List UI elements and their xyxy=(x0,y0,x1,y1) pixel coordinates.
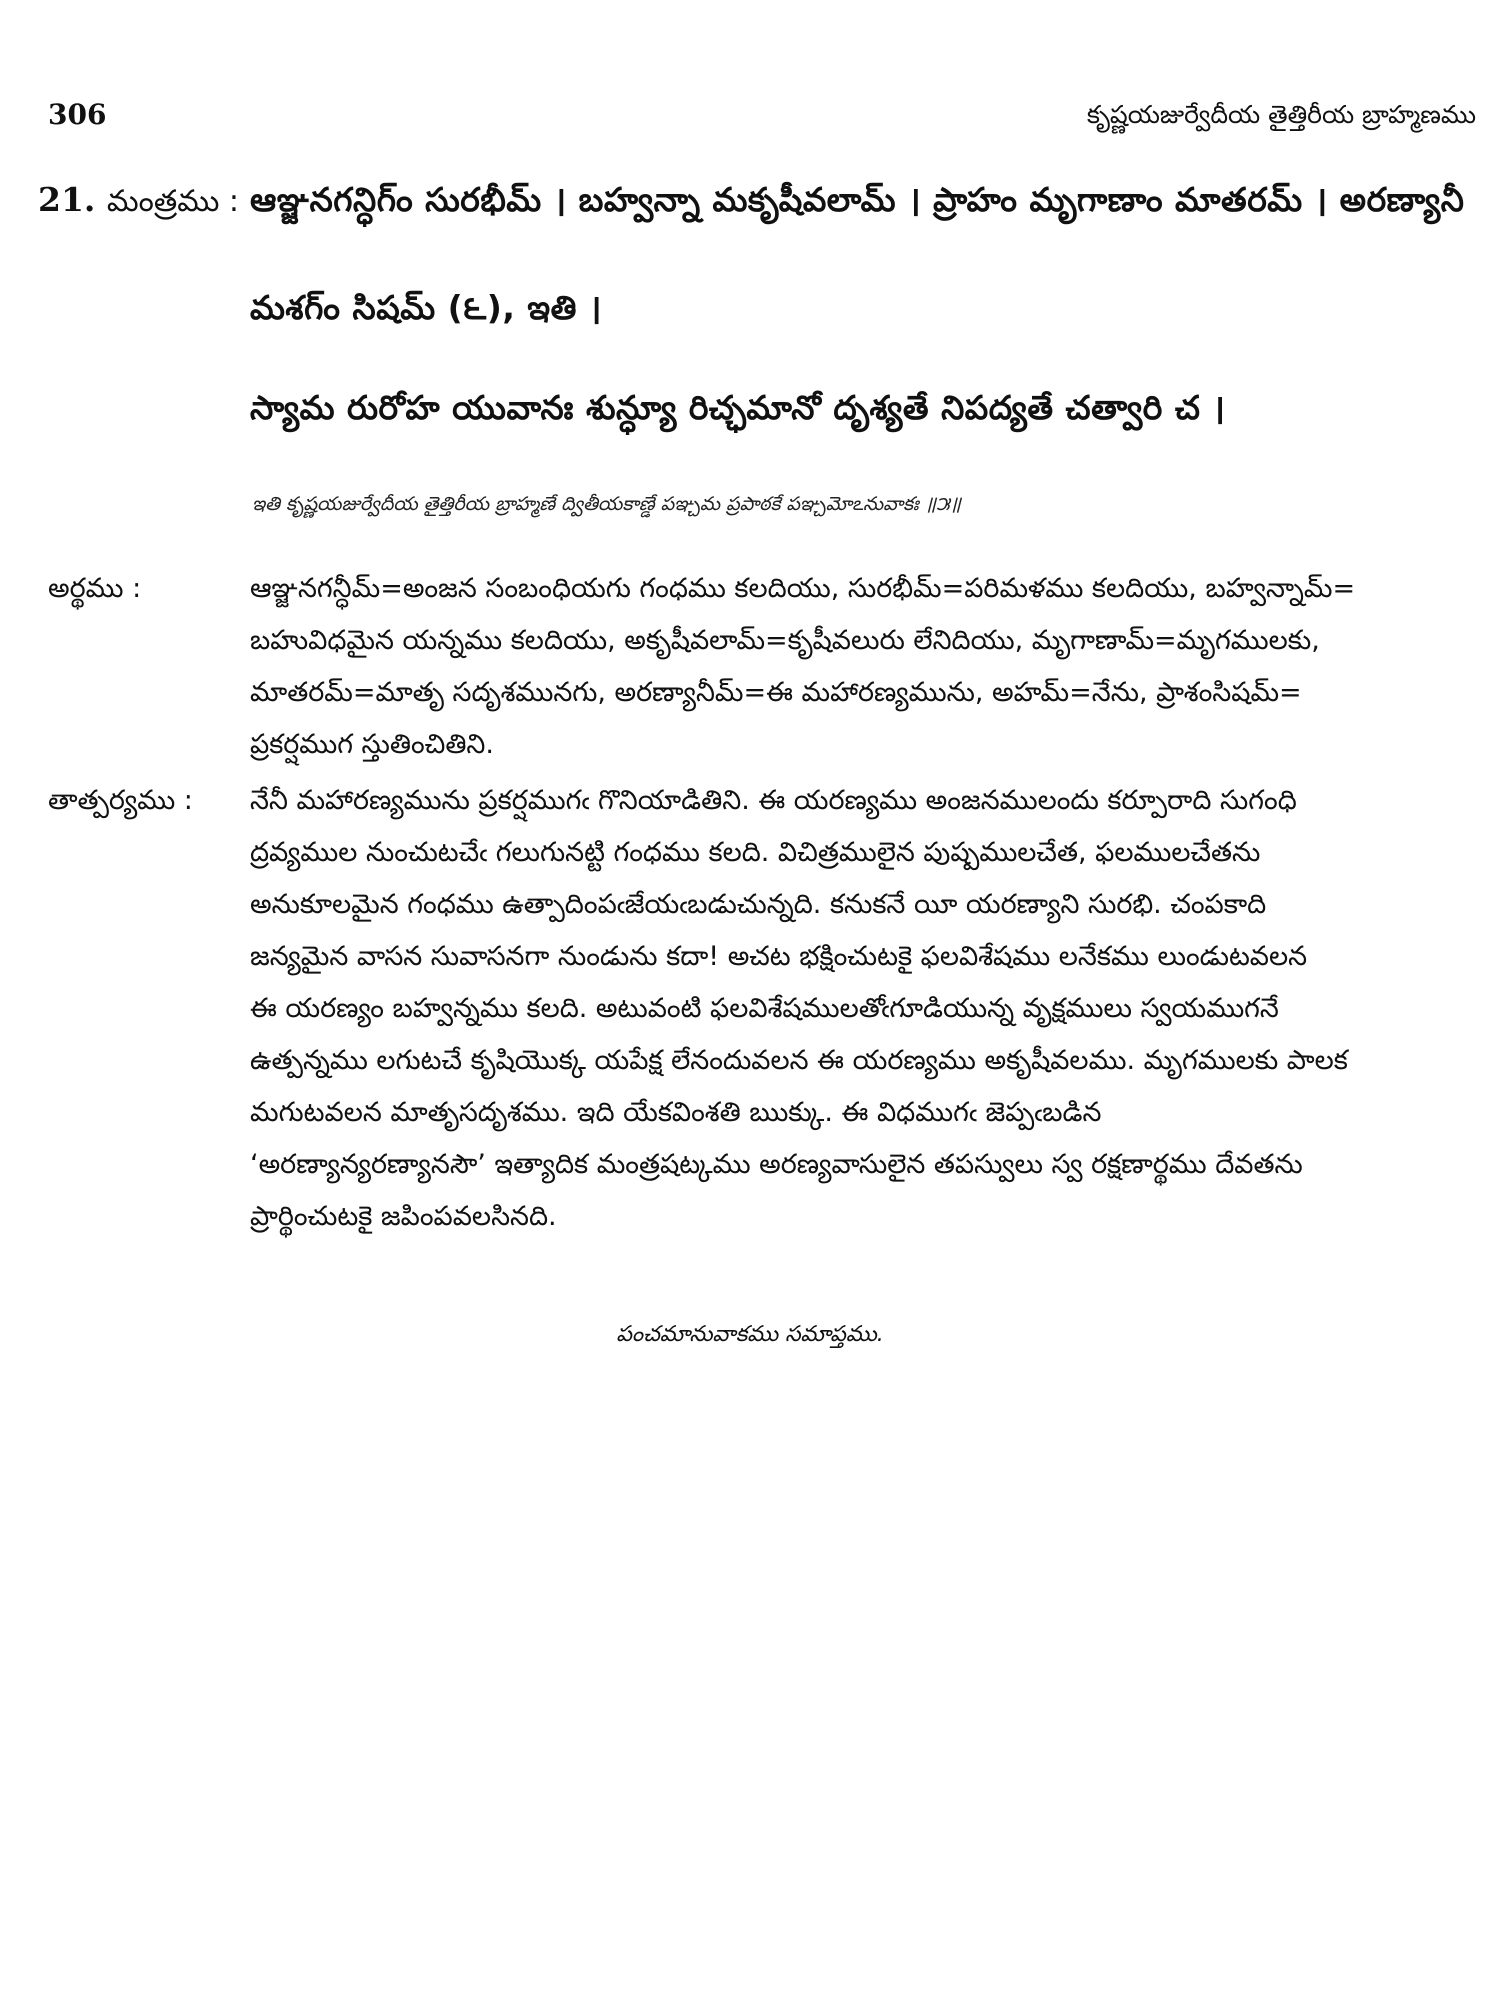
meaning-line: బహువిధమైన యన్నము కలదియు, అకృషీవలామ్=కృషీవలురు లేనిదియు, మృగాణామ్=మృగములకు, xyxy=(250,625,1320,656)
gist-line: ఈ యరణ్యం బహ్వన్నము కలది. అటువంటి ఫలవిశేషములతోఁగూడియున్న వృక్షములు స్వయముగనే xyxy=(250,993,1279,1024)
mantra-number-value: 21. xyxy=(38,180,96,219)
gist-line: జన్యమైన వాసన సువాసనగా నుండును కదా! అచట భక్షించుటకై ఫలవిశేషము లనేకము లుండుటవలన xyxy=(250,941,1308,972)
gist-text xyxy=(250,775,1470,1243)
meaning-text xyxy=(250,563,1470,771)
gist-line: ద్రవ్యముల నుంచుటచేఁ గలుగునట్టి గంధము కలది. విచిత్రములైన పుష్పములచేత, ఫలములచేతను xyxy=(250,837,1261,868)
meaning-line: ఆఞ్జనగన్ధీమ్=అంజన సంబంధియగు గంధము కలదియు, సురభీమ్=పరిమళము కలదియు, బహ్వన్నామ్= xyxy=(250,573,1356,604)
mantra-line-3: స్యామ రురోహ యువానః శున్ధ్యూ రిచ్ఛమానో దృశ్యతే నిపద్యతే చత్వారి చ । xyxy=(250,388,1226,427)
anuvaka-colophon: ఇతి కృష్ణయజుర్వేదీయ తైత్తిరీయ బ్రాహ్మణే ద్వితీయకాణ్డే పఞ్చమ ప్రపాఠకే పఞ్చమోఽనువాకః ॥౫॥ xyxy=(252,493,961,515)
mantra-line-2: మశగ్ం సిషమ్ (౬), ఇతి । xyxy=(250,288,602,327)
gist-line: ప్రార్థించుటకై జపింపవలసినది. xyxy=(250,1201,557,1232)
mantra-label: మంత్రము : xyxy=(106,184,239,219)
gist-line: అనుకూలమైన గంధము ఉత్పాదింపఁజేయఁబడుచున్నది. కనుకనే యీ యరణ్యాని సురభి. చంపకాది xyxy=(250,889,1267,920)
meaning-line: మాతరమ్=మాతృ సదృశమునగు, అరణ్యానీమ్=ఈ మహారణ్యమును, అహమ్=నేను, ప్రాశంసిషమ్= xyxy=(250,677,1302,708)
page-number: 306 xyxy=(48,98,107,131)
gist-line: మగుటవలన మాతృసదృశము. ఇది యేకవింశతి ఋక్కు. ఈ విధముగఁ జెప్పఁబడిన xyxy=(250,1097,1102,1128)
meaning-label: అర్థము : xyxy=(48,573,142,604)
mantra-line-1: ఆఞ్జనగన్ధిగ్ం సురభీమ్ । బహ్వన్నా మకృషీవలామ్ । ప్రాహం మృగాణాం మాతరమ్ । అరణ్యానీ xyxy=(250,180,1465,219)
mantra-number xyxy=(38,180,239,226)
anuvaka-closing: పంచమానువాకము సమాప్తము. xyxy=(616,1322,884,1347)
gist-line: ‘అరణ్యాన్యరణ్యానసౌ’ ఇత్యాదిక మంత్రషట్కము అరణ్యవాసులైన తపస్వులు స్వ రక్షణార్థము దేవతను xyxy=(250,1149,1303,1180)
gist-label: తాత్పర్యము : xyxy=(48,785,193,816)
meaning-line: ప్రకర్షముగ స్తుతించితిని. xyxy=(250,729,494,760)
running-title: కృష్ణయజుర్వేదీయ తైత్తిరీయ బ్రాహ్మణము xyxy=(1086,100,1476,129)
gist-line: ఉత్పన్నము లగుటచే కృషియొక్క యపేక్ష లేనందువలన ఈ యరణ్యము అకృషీవలము. మృగములకు పాలక xyxy=(250,1045,1348,1076)
gist-line: నేనీ మహారణ్యమును ప్రకర్షముగఁ గొనియాడితిని. ఈ యరణ్యము అంజనములందు కర్పూరాది సుగంధి xyxy=(250,785,1297,816)
